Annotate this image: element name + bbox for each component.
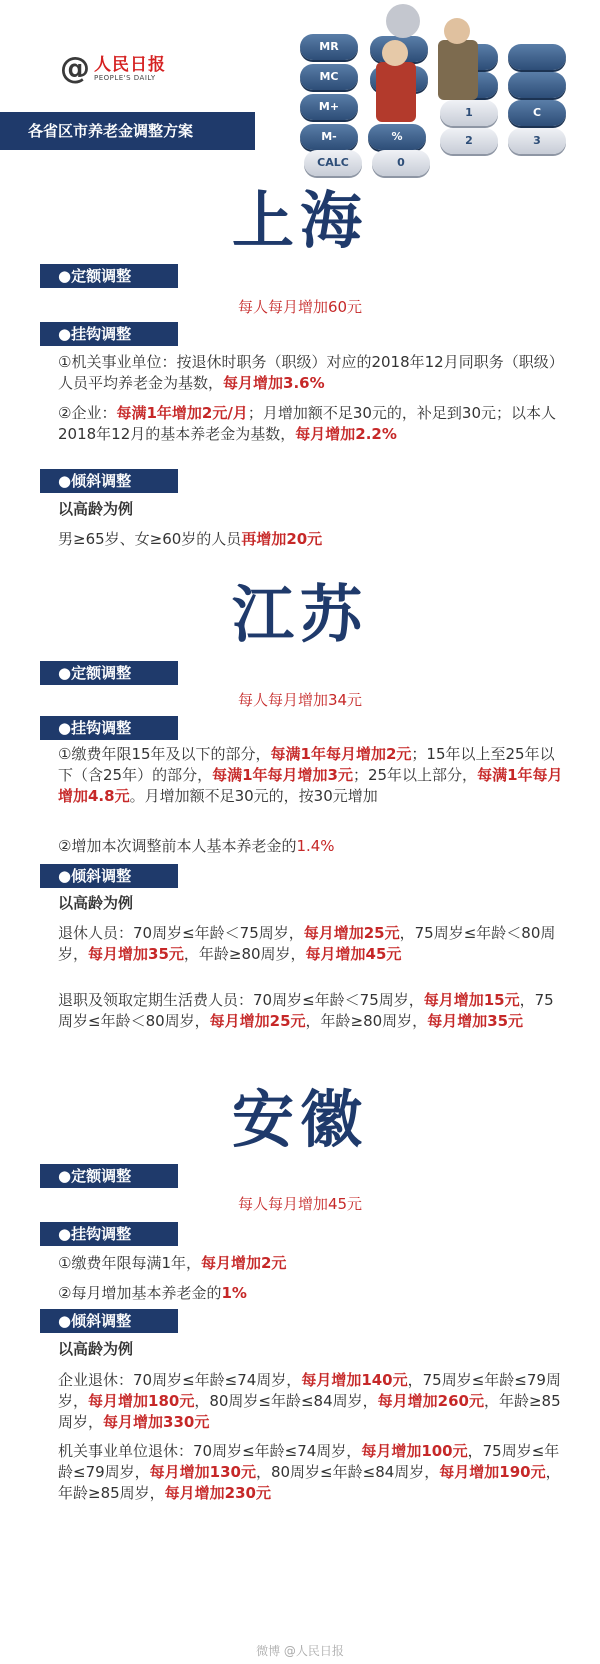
text: ，年龄≥80周岁， (305, 1012, 428, 1030)
text: 退休人员：70周岁≤年龄＜75周岁， (58, 924, 304, 942)
calc-key: 2 (440, 128, 498, 154)
highlight: 每月增加15元 (423, 991, 520, 1009)
province-title-jiangsu: 江苏 (231, 578, 368, 651)
tilt-item-2 (58, 990, 563, 1032)
highlight: 每月增加130元 (149, 1463, 256, 1481)
highlight: 每满1年每月增加2元 (270, 745, 412, 763)
highlight: 每满1年增加2元/月 (116, 404, 248, 422)
logo-english-name: PEOPLE'S DAILY (94, 73, 156, 82)
text: ②企业： (58, 404, 117, 422)
highlight: 每月增加230元 (164, 1484, 271, 1502)
elderly-figure-icon (386, 4, 420, 38)
calc-key: M+ (300, 94, 358, 120)
text: ，75周岁≤年龄≤79周岁， (58, 1442, 560, 1481)
highlight: 每月增加100元 (361, 1442, 468, 1460)
calc-key: 3 (508, 128, 566, 154)
calc-key: MC (300, 64, 358, 90)
highlight: 再增加20元 (241, 530, 323, 548)
calc-key: C (508, 100, 566, 126)
highlight: 1% (221, 1284, 247, 1302)
wheelchair-figure-icon (376, 62, 416, 122)
section-tag-tilt: ●倾斜调整 (40, 1309, 178, 1333)
fixed-amount: 每人每月增加45元 (237, 1195, 363, 1213)
calc-key (508, 44, 566, 70)
page-banner: 各省区市养老金调整方案 (0, 112, 255, 150)
calculator-photo (290, 0, 600, 178)
highlight: 每月增加45元 (305, 945, 402, 963)
watermark: 微博 @人民日报 (256, 1644, 344, 1658)
tilt-item-1 (58, 1370, 563, 1433)
elderly-head-icon (444, 18, 470, 44)
highlight: 每月增加25元 (209, 1012, 306, 1030)
wheelchair-figure-icon (438, 40, 478, 100)
linked-item-2 (58, 1283, 563, 1304)
text: ②增加本次调整前本人基本养老金的 (58, 837, 297, 855)
calc-key: 0 (372, 150, 430, 176)
calc-key (508, 72, 566, 98)
linked-item-1 (58, 352, 563, 394)
highlight: 每满1年每月增加3元 (212, 766, 353, 784)
province-title-anhui: 安徽 (231, 1083, 368, 1156)
text: ，75周岁≤年龄＜80周岁， (58, 924, 556, 963)
calc-key: M- (300, 124, 358, 150)
highlight: 1.4% (296, 837, 335, 855)
highlight: 每月增加140元 (301, 1371, 408, 1389)
calc-key: % (368, 124, 426, 150)
text: 退职及领取定期生活费人员：70周岁≤年龄＜75周岁， (58, 991, 424, 1009)
section-tag-linked: ●挂钩调整 (40, 1222, 178, 1246)
text: ①缴费年限15年及以下的部分， (58, 745, 271, 763)
section-tag-tilt: ●倾斜调整 (40, 864, 178, 888)
highlight: 每月增加190元 (439, 1463, 546, 1481)
logo-at-symbol: @ (60, 51, 90, 86)
highlight: 每月增加35元 (427, 1012, 524, 1030)
text: 男≥65岁、女≥60岁的人员 (58, 530, 242, 548)
highlight: 每月增加3.6% (223, 374, 325, 392)
text: ；15年以上至25年以下（含25年）的部分， (58, 745, 555, 784)
logo-text (94, 56, 166, 83)
text: ②每月增加基本养老金的 (58, 1284, 222, 1302)
highlight: 每月增加2元 (201, 1254, 287, 1272)
peoples-daily-logo (60, 51, 166, 86)
highlight: 每月增加180元 (88, 1392, 195, 1410)
linked-item-2 (58, 836, 563, 857)
tilt-item (58, 529, 563, 550)
section-tag-linked: ●挂钩调整 (40, 716, 178, 740)
tilt-item-2 (58, 1441, 563, 1504)
calc-key: MR (300, 34, 358, 60)
text: ，年龄≥85周岁， (58, 1463, 561, 1502)
section-tag-fixed: ●定额调整 (40, 661, 178, 685)
highlight: 每月增加25元 (303, 924, 400, 942)
calc-key: CALC (304, 150, 362, 176)
highlight: 每满1年每月增加4.8元 (58, 766, 563, 805)
subheading: 以高龄为例 (58, 894, 134, 912)
highlight: 每月增加2.2% (295, 425, 397, 443)
calc-key: 1 (440, 100, 498, 126)
text: ，80周岁≤年龄≤84周岁， (194, 1392, 378, 1410)
text: ，75周岁≤年龄＜80周岁， (58, 991, 554, 1030)
province-title-shanghai: 上海 (231, 184, 368, 257)
text: 企业退休：70周岁≤年龄≤74周岁， (58, 1371, 302, 1389)
subheading: 以高龄为例 (58, 1340, 134, 1358)
tilt-item-1 (58, 923, 563, 965)
highlight: 每月增加260元 (377, 1392, 484, 1410)
text: ，80周岁≤年龄≤84周岁， (255, 1463, 440, 1481)
text: ，年龄≥85周岁， (58, 1392, 561, 1431)
linked-item-2 (58, 403, 563, 445)
linked-item-1 (58, 744, 563, 807)
section-tag-linked: ●挂钩调整 (40, 322, 178, 346)
highlight: 每月增加35元 (88, 945, 184, 963)
text: ①缴费年限每满1年， (58, 1254, 201, 1272)
text: ；月增加额不足30元的，补足到30元；以本人2018年12月的基本养老金为基数， (58, 404, 556, 443)
elderly-head-icon (382, 40, 408, 66)
highlight: 每月增加330元 (103, 1413, 210, 1431)
text: 机关事业单位退休：70周岁≤年龄≤74周岁， (58, 1442, 362, 1460)
linked-item-1 (58, 1253, 563, 1274)
fixed-amount: 每人每月增加34元 (237, 691, 363, 709)
text: ①机关事业单位：按退休时职务（职级）对应的2018年12月同职务（职级）人员平均养老金为基数， (58, 353, 557, 392)
fixed-amount: 每人每月增加60元 (237, 298, 363, 316)
text: ，75周岁≤年龄≤79周岁， (58, 1371, 561, 1410)
text: ；25年以上部分， (352, 766, 478, 784)
text: ，年龄≥80周岁， (183, 945, 306, 963)
subheading: 以高龄为例 (58, 500, 134, 518)
section-tag-fixed: ●定额调整 (40, 1164, 178, 1188)
section-tag-tilt: ●倾斜调整 (40, 469, 178, 493)
section-tag-fixed: ●定额调整 (40, 264, 178, 288)
text: 。月增加额不足30元的，按30元增加 (129, 787, 378, 805)
logo-chinese-name: 人民日报 (94, 54, 166, 75)
